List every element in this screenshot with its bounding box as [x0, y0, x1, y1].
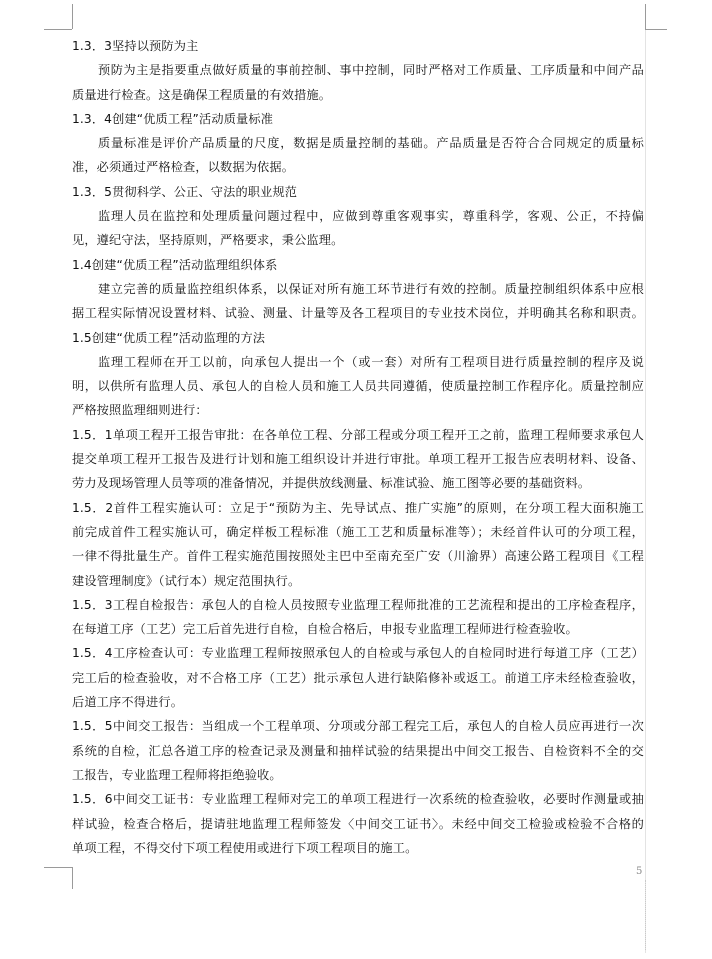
paragraph-line: 劳力及现场管理人员等项的准备情况，并提供放线测量、标准试验、施工图等必要的基础资料。	[72, 476, 591, 491]
paragraph-line: 建设管理制度》（试行本）规定范围执行。	[72, 573, 301, 588]
paragraph-line: 质量标准是评价产品质量的尺度，数据是质量控制的基础。产品质量是否符合合同规定的质量标	[98, 136, 644, 151]
paragraph-line: 后道工序不得进行。	[72, 695, 184, 710]
paragraph-line: 前完成首件工程实施认可，确定样板工程标准（施工工艺和质量标准等）；未经首件认可的分项工程，	[72, 524, 644, 539]
crop-mark-top-left-h	[44, 29, 72, 30]
heading-1-3-4: 1.3．4创建“优质工程”活动质量标准	[72, 111, 274, 126]
paragraph-line: 系统的自检，汇总各道工序的检查记录及测量和抽样试验的结果提出中间交工报告、自检资料不全的交	[72, 743, 644, 758]
paragraph-line: 见，遵纪守法，坚持原则，严格要求，秉公监理。	[72, 233, 344, 248]
heading-1-3-5: 1.3．5贯彻科学、公正、守法的职业规范	[72, 184, 298, 199]
item-1-5-5: 1.5．5中间交工报告：当组成一个工程单项、分项或分部工程完工后，承包人的自检人员应再进行一次	[72, 719, 644, 734]
item-1-5-4: 1.5．4工序检查认可：专业监理工程师按照承包人的自检或与承包人的自检同时进行每道工序（工艺）	[72, 646, 644, 661]
page-number: 5	[636, 866, 643, 877]
paragraph-line: 据工程实际情况设置材料、试验、测量、计量等及各工程项目的专业技术岗位，并明确其名称和职责。	[72, 306, 644, 321]
paragraph-line: 单项工程，不得交付下项工程使用或进行下项工程项目的施工。	[72, 840, 418, 855]
paragraph-line: 工报告，专业监理工程师将拒绝验收。	[72, 767, 282, 782]
item-1-5-2: 1.5．2首件工程实施认可：立足于“预防为主、先导试点、推广实施”的原则，在分项工程大面积施工	[72, 500, 644, 515]
paragraph-line: 一律不得批量生产。首件工程实施范围按照处主巴中至南充至广安（川渝界）高速公路工程项目《工程	[72, 549, 644, 564]
paragraph-line: 明，以供所有监理人员、承包人的自检人员和施工人员共同遵循，使质量控制工作程序化。质量控制应	[72, 379, 644, 394]
paragraph-line: 样试验，检查合格后，提请驻地监理工程师签发〈中间交工证书〉。未经中间交工检验或检验不合格的	[72, 816, 644, 831]
item-1-5-1: 1.5．1单项工程开工报告审批：在各单位工程、分部工程或分项工程开工之前，监理工程师要求承包人	[72, 427, 644, 442]
paragraph-line: 监理人员在监控和处理质量问题过程中，应做到尊重客观事实，尊重科学，客观、公正，不持偏	[98, 209, 644, 224]
page-edge	[645, 8, 646, 953]
crop-mark-top-right-h	[645, 29, 667, 30]
crop-mark-bottom-left-v	[72, 867, 73, 889]
document-body	[72, 34, 644, 860]
heading-1-4: 1.4创建“优质工程”活动监理组织体系	[72, 257, 278, 272]
item-1-5-3: 1.5．3工程自检报告：承包人的自检人员按照专业监理工程师批准的工艺流程和提出的工序检查程序，	[72, 597, 644, 612]
paragraph-line: 质量进行检查。这是确保工程质量的有效措施。	[72, 87, 332, 102]
paragraph-line: 预防为主是指要重点做好质量的事前控制、事中控制，同时严格对工作质量、工序质量和中间产品	[98, 63, 644, 78]
paragraph-line: 准，必须通过严格检查，以数据为依据。	[72, 160, 295, 175]
paragraph-line: 完工后的检查验收，对不合格工序（工艺）批示承包人进行缺陷修补或返工。前道工序未经检查验收，	[72, 670, 644, 685]
heading-1-5: 1.5创建“优质工程”活动监理的方法	[72, 330, 266, 345]
crop-mark-top-right-v	[645, 4, 646, 29]
paragraph-line: 在每道工序（工艺）完工后首先进行自检，自检合格后，申报专业监理工程师进行检查验收。	[72, 622, 578, 637]
paragraph-line: 建立完善的质量监控组织体系，以保证对所有施工环节进行有效的控制。质量控制组织体系中应根	[98, 281, 644, 296]
item-1-5-6: 1.5．6中间交工证书：专业监理工程师对完工的单项工程进行一次系统的检查验收，必要时作测量或抽	[72, 792, 644, 807]
paragraph-line: 严格按照监理细则进行：	[72, 403, 208, 418]
heading-1-3-3: 1.3．3坚持以预防为主	[72, 39, 199, 53]
paragraph-line: 监理工程师在开工以前，向承包人提出一个（或一套）对所有工程项目进行质量控制的程序及说	[98, 354, 644, 369]
margin-rule	[645, 880, 647, 950]
crop-mark-bottom-left-h	[44, 867, 72, 868]
paragraph-line: 提交单项工程开工报告及进行计划和施工组织设计并进行审批。单项工程开工报告应表明材料、设备、	[72, 452, 644, 467]
crop-mark-top-left-v	[72, 4, 73, 29]
